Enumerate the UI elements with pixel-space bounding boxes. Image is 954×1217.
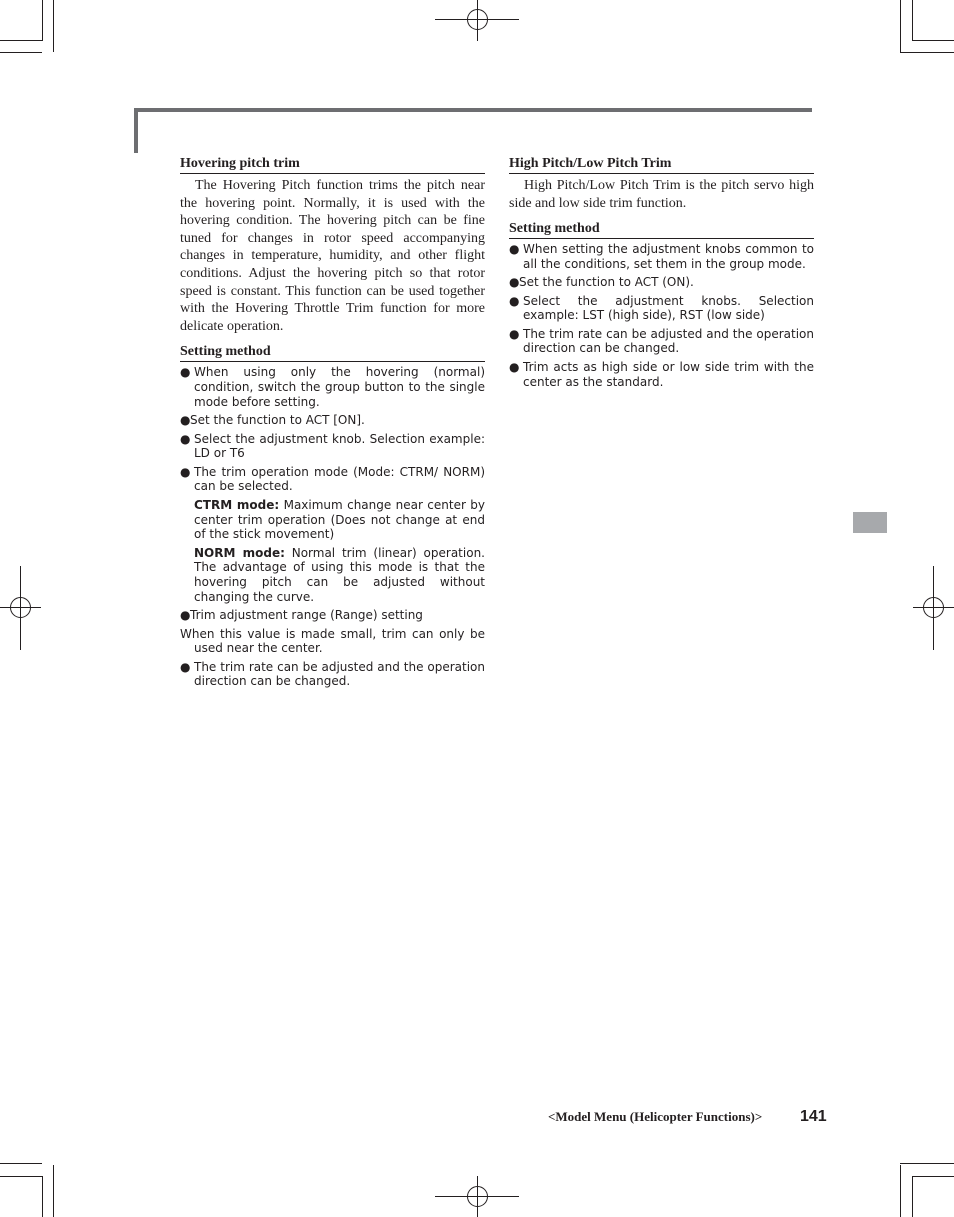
norm-mode-label: NORM mode: [194,545,285,560]
bullet-icon: ● [180,659,191,674]
hovering-pitch-trim-heading: Hovering pitch trim [180,155,485,174]
list-item: ● The trim rate can be adjusted and the operation direction can be changed. [180,659,485,689]
list-item: ● Set the function to ACT (ON). [509,275,694,290]
left-column [180,155,485,693]
setting-method-heading: Setting method [509,220,814,239]
right-column [509,155,814,393]
bullet-icon: ● [180,464,191,479]
bullet-icon: ● [180,608,191,623]
setting-method-list [180,365,485,689]
bullet-icon: ● [509,293,520,308]
header-bar [134,108,812,112]
bullet-icon: ● [180,431,191,446]
header-bar-side [134,108,138,153]
section-tab-marker [853,512,887,533]
list-item: ● Select the adjustment knob. Selection example: LD or T6 [180,431,485,461]
list-item: ● The trim operation mode (Mode: CTRM/ NORM) can be selected. [180,464,485,494]
list-item: ● When setting the adjustment knobs common to all the conditions, set them in the group mode. [509,242,814,271]
page-number: 141 [800,1108,827,1125]
bullet-icon: ● [509,242,520,257]
section-footer: <Model Menu (Helicopter Functions)> [548,1109,763,1124]
list-item: ● Set the function to ACT [ON]. [180,413,365,428]
bullet-icon: ● [180,365,191,380]
range-note: When this value is made small, trim can only be used near the center. [180,626,485,656]
setting-method-heading: Setting method [180,343,485,362]
list-item: ● Select the adjustment knobs. Selection example: LST (high side), RST (low side) [509,293,814,323]
ctrm-mode-label: CTRM mode: [194,497,280,512]
list-item: ● Trim acts as high side or low side trim with the center as the standard. [509,359,814,389]
bullet-icon: ● [509,275,520,290]
ctrm-mode-note: CTRM mode: Maximum change near center by center trim operation (Does not change at end of the stick movement) [194,497,485,542]
norm-mode-note: NORM mode: Normal trim (linear) operation. The advantage of using this mode is that the hovering pitch can be adjusted without changing the curve. [194,545,485,604]
bullet-icon: ● [509,359,520,374]
setting-method-list [509,242,814,389]
high-low-pitch-trim-heading: High Pitch/Low Pitch Trim [509,155,814,174]
bullet-icon: ● [509,326,520,341]
high-low-pitch-trim-intro: High Pitch/Low Pitch Trim is the pitch servo high side and low side trim function. [509,178,814,211]
list-item: ● Trim adjustment range (Range) setting [180,608,423,623]
bullet-icon: ● [180,413,191,428]
list-item: ● When using only the hovering (normal) condition, switch the group button to the single mode before setting. [180,365,485,409]
list-item: ● The trim rate can be adjusted and the operation direction can be changed. [509,326,814,356]
hovering-pitch-trim-intro: The Hovering Pitch function trims the pitch near the hovering point. Normally, it is used with the hovering condition. The hovering pitch can be fine tuned for changes in rotor speed accompanying changes in temperature, humidity, and other flight conditions. Adjust the hovering pitch so that rotor speed is constant. This function can be used together with the Hovering Throttle Trim function for more delicate operation. [180,178,485,334]
